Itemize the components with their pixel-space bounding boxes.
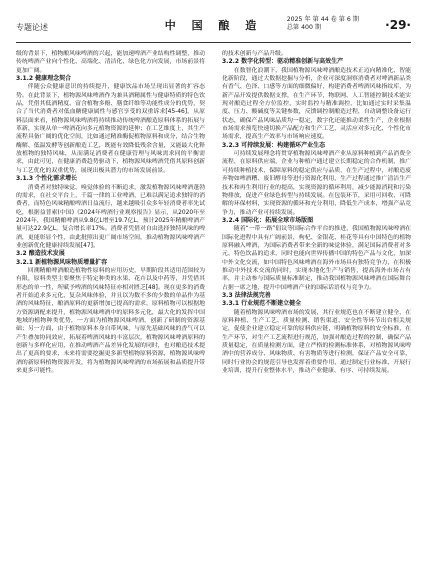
section-heading: 3.2.3 可持续发展：构建循环产业生态 (222, 141, 326, 149)
body-paragraph: 在数智化浪潮下，我国植物源风味啤酒酿造技术正迈向精准化、智能化新阶段，通过大数据挖掘与分析，企业可深度洞察消费者对啤酒新品类有香气、色泽、口感等方面的细微偏好，构建消费者啤酒风味指纹库，为新产品开发提供数据支撑，在生产环节，物联网、人工智能控制技术能实现对酿造过程全方位监控，实时监控与精准调控，比如通过实时采集温度、压力、酸碱度等关键参数，反馈调控制酿造过程，自动调整设备运行状态，确保产品风味品质均一稳定，数字化还能推动柔性生产，企业根据市场需求预览快速切换产品配方和生产工艺，灵活应对多元化、个性化市场需求，提高生产效率与市场响应速度。 (222, 67, 411, 141)
body-paragraph: 消费者对独特味觉、嗅觉体验的不断追求，激发植物源风味啤酒蓬勃的需求，在社交平台上，千篇一律的工业啤酒，已难以满足追求独特的消费者，而特色风味精酿啤酒日益流行，越来越吸引众多年轻消费者率先试吃，根据益普索(中国)《2024年啤酒行业观察报告》显示，从2020年至2024年，我国精酿啤酒从9.8亿L增至19.7亿L，预计2025年精酿啤酒产量可达22.9亿L，复合增长率17%。消费者凭借对自由选择独特风味的啤酒，更能彰显个性，由此批照出更广阔市场空间，推动植物源风味啤酒产业创新优化健康持续发展[47]。 (16, 184, 205, 249)
body-paragraph: 随着“一带一路”倡议等国际合作平台的推进，我国植物源风味啤酒在国际化进程中具有广阔前景，枸杞、金银花、桂花等具有中国特色的植物原料融入啤酒，为国际消费者带来全新的味觉体验，满足国际消费者对多元、特色饮品的追求，同时也能向世界传播中国的特色产品与文化，加深中外文化交流，如中国特色风味啤酒在海外市场具有独特竞争力，在积极推动中外技术交流的同时，实现本地化生产与销售，提高海外市场占有率，并主动参与国际质量标准制定，推动我国植物源风味啤酒在国际舞台占据一席之地，提升中国啤酒产业的国际话语权与竞争力。 (222, 226, 411, 291)
issue-volume: 2025 年 第 44 卷 第 6 期 (286, 16, 359, 23)
journal-title: 中 国 酿 造 (164, 19, 263, 32)
issue-total: 总第 400 期 (286, 24, 322, 31)
issue-info (287, 16, 359, 32)
body-paragraph: 回溯精酿啤酒酿造植物性原料的应用历史，早期阶段其适用范围较为有限，原料类型主要聚焦于特定种类的水果、花卉以及中药等，并凭借其形态的单一性，所赋予啤酒的风味特征亦相对匮乏[48]。现在更多的消费者开始追求多元化、复杂风味体验，并且以为数不多的少数的单品作为基酒的风味特征，酿酒原料的更新增加已提高的需求，原料植物可以根据地方资源调配来提升，植物源风味啤酒中的原料多元化，最大化的发挥中国地域的植物种类优势，一方面为植物源风味啤酒，创新了研制的资源基础；另一方面，由于植物原料本身自带风味，与原先基础风味的香气可以产生叠加协同效应，拓展着啤酒风味的丰富层次，植物源风味啤酒原料的创新与多样化应用，在推动啤酒产品差异化发展的同时，也对酿造技术提出了更高的要求，未来将需要挖掘更多新型植物原料资源，植物源风味啤酒的新原料植物资源开发，将为植物源风味啤酒的市场拓展和品质提升带来更多可能性。 (16, 267, 205, 375)
section-heading: 3.2.2 数字化转型：驱动精准创新与高效生产 (222, 58, 344, 66)
running-header (16, 14, 411, 43)
page-number: ·29· (385, 18, 411, 32)
section-heading: 3.3 法律法规完善 (222, 291, 271, 299)
section-heading: 3.2 酿造技术发展 (16, 250, 65, 258)
body-paragraph: 的技术创新与产品升级。 (222, 51, 287, 57)
body-paragraph: 可持续发展理念将贯穿植物源风味啤酒产业从原料种植到产品消费全流程，在原料供应端，企业与种植户通过建立长期稳定的合作机制，推广可持续种植技术，保障原料的稳定供应与品质，在生产过程中，对酿造废弃物如啤酒糟、废旧酵母等进行资源化利用，生产过程通过推广清洁生产技术和再生利用行业的提高，实现资源的循环利用，减少能源消耗和污染物排放，促进产业绿色转型与持续发展。在包装环节，采用可回收、可降解的环保材料，实现资源的循环和充分利用，降低生产成本，增强产品竞争力，推动产业可持续发展。 (222, 151, 411, 216)
left-text-column (16, 50, 205, 375)
section-heading: 3.1.2 健康理念契合 (16, 75, 72, 83)
section-heading: 3.2.4 国际化：拓展全球市场版图 (222, 216, 314, 224)
right-text-column (222, 50, 411, 375)
body-paragraph: 随着植物源风味啤酒市场的发展，其行业规范也在不断建立健全，在原料种植、生产工艺、质量检测、销售渠道、安全性等环节出台相关规定，促使企业建立稳定可靠的原料供应链，明确植物原料的安全标准，在生产环节，对生产工艺流程进行规范，加强对酿造过程的控制，确保产品质量稳定，在质量检测方面，建立严格的检测标准体系，对植物源风味啤酒中的营养成分、风味物质、有害物质等进行检测，保证产品安全可靠，同时行业协会的规范引导也发挥着重要作用，通过制定行业标准、开展行业培训，提升行业整体水平，推动产业健康、有序、可持续发展。 (222, 309, 411, 375)
body-paragraph: 级的背景下，植物酿风味啤酒的兴起，能加速啤酒产业结构性调整，推动传统啤酒产业向个性化、高端化、清洁化、绿色化方向发展，市场前景将更加广阔。 (16, 51, 205, 74)
section-heading: 3.2.1 新植物源风味物质增量扩容 (16, 258, 108, 266)
section-heading: 3.3.1 行业规范不断建立健全 (222, 300, 302, 308)
section-heading: 3.1.3 个性化需求增长 (16, 175, 78, 183)
body-paragraph: 伴随公众健康意识的持续提升，健康饮品市场呈现出显著的扩容态势。在此背景下，植物源风味啤酒作为兼具酒精属性与健康特质的特色饮品，凭借其低酒精度、富含植物多酚、膳食纤维等功能性成分的优势，契合了当代消费者对低血糖健康属性与感官享受的双重诉求[45-46]，从原料层面来看，植物源风味啤酒将持续推动传统啤酒酿造原料体系的拓展与革新，实现从单一啤酒花向多元植物资源的延伸；在工艺维度上，其生产流程具备广阔的优化空间，比如通过精准酶促植物原料和成分，结合生物酶解、低温发酵等创新酿造工艺，既能有效降低残余含量，又能最大化释放植物的独特风味，从而满足消费者在健康管理与风味需求同的平衡需求，由此可见，在健康消费趋势驱动下，植物源风味啤酒凭借其原料创新与工艺优化的双重优势，展现出极具潜力的市场发展前景。 (16, 84, 205, 174)
section-name: 专题论述 (16, 23, 48, 32)
